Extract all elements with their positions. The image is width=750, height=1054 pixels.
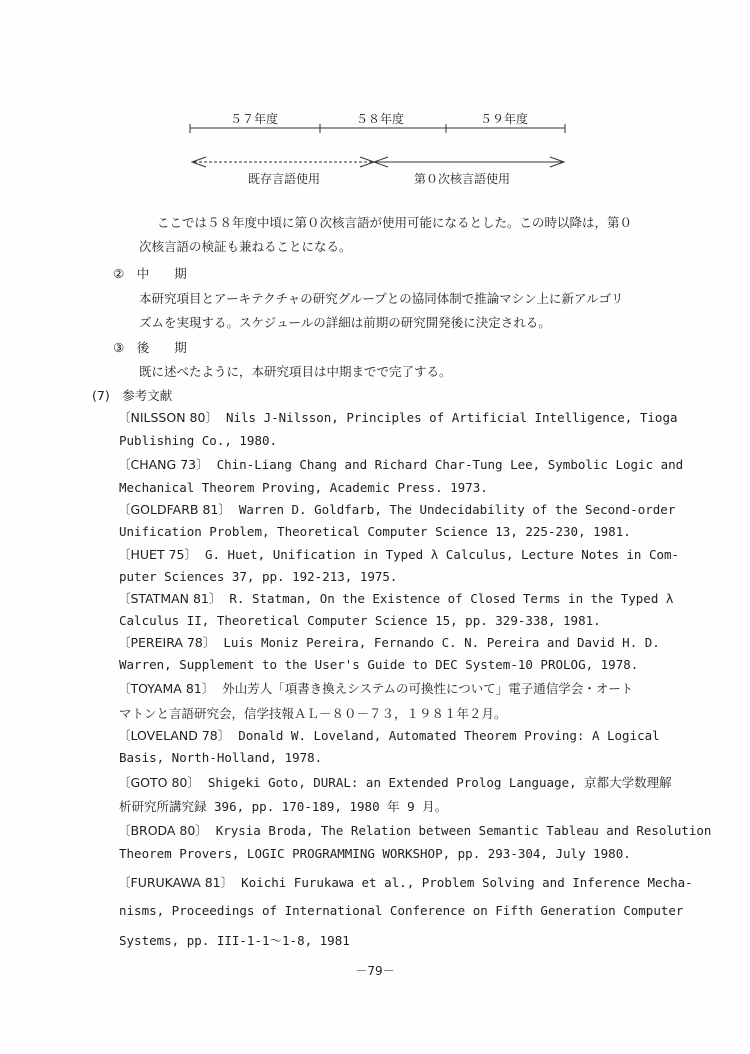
- phase-label-existing: 既存言語使用: [248, 172, 321, 186]
- reference-continuation: Calculus II, Theoretical Computer Science 15, pp. 329-338, 1981.: [119, 613, 601, 628]
- reference-entry: [118, 545, 679, 563]
- reference-entry: [118, 408, 678, 426]
- reference-entry: [118, 679, 633, 697]
- year-label-58: ５８年度: [356, 112, 405, 126]
- phase-label-kernel: 第０次核言語使用: [414, 172, 511, 186]
- reference-text: Chin-Liang Chang and Richard Char-Tung Lee, Symbolic Logic and: [216, 457, 684, 472]
- middle-phase-line: ズムを実現する。スケジュールの詳細は前期の研究開発後に決定される。: [139, 315, 551, 330]
- middle-phase-line: 本研究項目とアーキテクチャの研究グループとの協同体制で推論マシン上に新アルゴリ: [139, 291, 624, 306]
- reference-tag: 〔GOTO 80〕: [118, 775, 200, 790]
- reference-tag: 〔LOVELAND 78〕: [118, 728, 231, 743]
- reference-text: G. Huet, Unification in Typed λ Calculus, Lecture Notes in Com-: [204, 547, 680, 562]
- reference-continuation: Basis, North-Holland, 1978.: [119, 750, 323, 765]
- reference-entry: [118, 726, 660, 744]
- reference-continuation: 析研究所講究録 396, pp. 170-189, 1980 年 9 月。: [119, 799, 448, 814]
- reference-tag: 〔GOLDFARB 81〕: [118, 502, 231, 517]
- middle-phase-heading: ② 中 期: [113, 266, 187, 281]
- reference-tag: 〔PEREIRA 78〕: [118, 635, 216, 650]
- reference-text: Donald W. Loveland, Automated Theorem Proving: A Logical: [238, 728, 660, 743]
- late-phase-line: 既に述べたように，本研究項目は中期までで完了する。: [139, 364, 452, 379]
- page-number: －79－: [355, 964, 395, 978]
- reference-text: R. Statman, On the Existence of Closed Terms in the Typed λ: [229, 591, 674, 606]
- reference-continuation: Publishing Co., 1980.: [119, 433, 278, 448]
- year-label-59: ５９年度: [480, 112, 529, 126]
- reference-tag: 〔CHANG 73〕: [118, 457, 209, 472]
- reference-tag: 〔HUET 75〕: [118, 547, 197, 562]
- reference-tag: 〔TOYAMA 81〕: [118, 681, 215, 696]
- reference-text: Shigeki Goto, DURAL: an Extended Prolog Language, 京都大学数理解: [207, 775, 672, 790]
- reference-continuation: puter Sciences 37, pp. 192-213, 1975.: [119, 569, 398, 584]
- reference-continuation: Systems, pp. III-1-1～1-8, 1981: [119, 933, 350, 948]
- year-label-57: ５７年度: [230, 112, 279, 126]
- reference-continuation: マトンと言語研究会，信学技報ＡＬ－８０－７３，１９８１年２月。: [119, 706, 507, 721]
- late-phase-heading: ③ 後 期: [113, 340, 187, 355]
- reference-continuation: nisms, Proceedings of International Conference on Fifth Generation Computer: [119, 903, 684, 918]
- schedule-timeline: [0, 0, 750, 200]
- reference-continuation: Mechanical Theorem Proving, Academic Press. 1973.: [119, 480, 488, 495]
- reference-continuation: Unification Problem, Theoretical Computer Science 13, 225-230, 1981.: [119, 524, 631, 539]
- reference-tag: 〔STATMAN 81〕: [118, 591, 222, 606]
- reference-tag: 〔BRODA 80〕: [118, 823, 208, 838]
- references-heading: (7) 参考文献: [92, 388, 173, 403]
- reference-continuation: Theorem Provers, LOGIC PROGRAMMING WORKSHOP, pp. 293-304, July 1980.: [119, 846, 631, 861]
- reference-entry: [118, 500, 675, 518]
- reference-tag: 〔FURUKAWA 81〕: [118, 875, 234, 890]
- reference-entry: [118, 821, 711, 839]
- reference-entry: [118, 873, 693, 891]
- intro-line: ここでは５８年度中頃に第０次核言語が使用可能になるとした。この時以降は，第０: [157, 215, 633, 230]
- reference-text: Luis Moniz Pereira, Fernando C. N. Pereira and David H. D.: [223, 635, 660, 650]
- reference-entry: [118, 773, 672, 791]
- reference-text: 外山芳人「項書き換えシステムの可換性について」電子通信学会・オート: [222, 681, 634, 696]
- reference-entry: [118, 633, 660, 651]
- reference-entry: [118, 455, 683, 473]
- intro-line: 次核言語の検証も兼ねることになる。: [139, 239, 352, 254]
- reference-text: Nils J-Nilsson, Principles of Artificial Intelligence, Tioga: [225, 410, 678, 425]
- reference-entry: [118, 589, 673, 607]
- reference-continuation: Warren, Supplement to the User's Guide to DEC System-10 PROLOG, 1978.: [119, 657, 639, 672]
- reference-text: Warren D. Goldfarb, The Undecidability of the Second-order: [238, 502, 676, 517]
- reference-text: Krysia Broda, The Relation between Semantic Tableau and Resolution: [215, 823, 712, 838]
- reference-tag: 〔NILSSON 80〕: [118, 410, 218, 425]
- reference-text: Koichi Furukawa et al., Problem Solving and Inference Mecha-: [241, 875, 693, 890]
